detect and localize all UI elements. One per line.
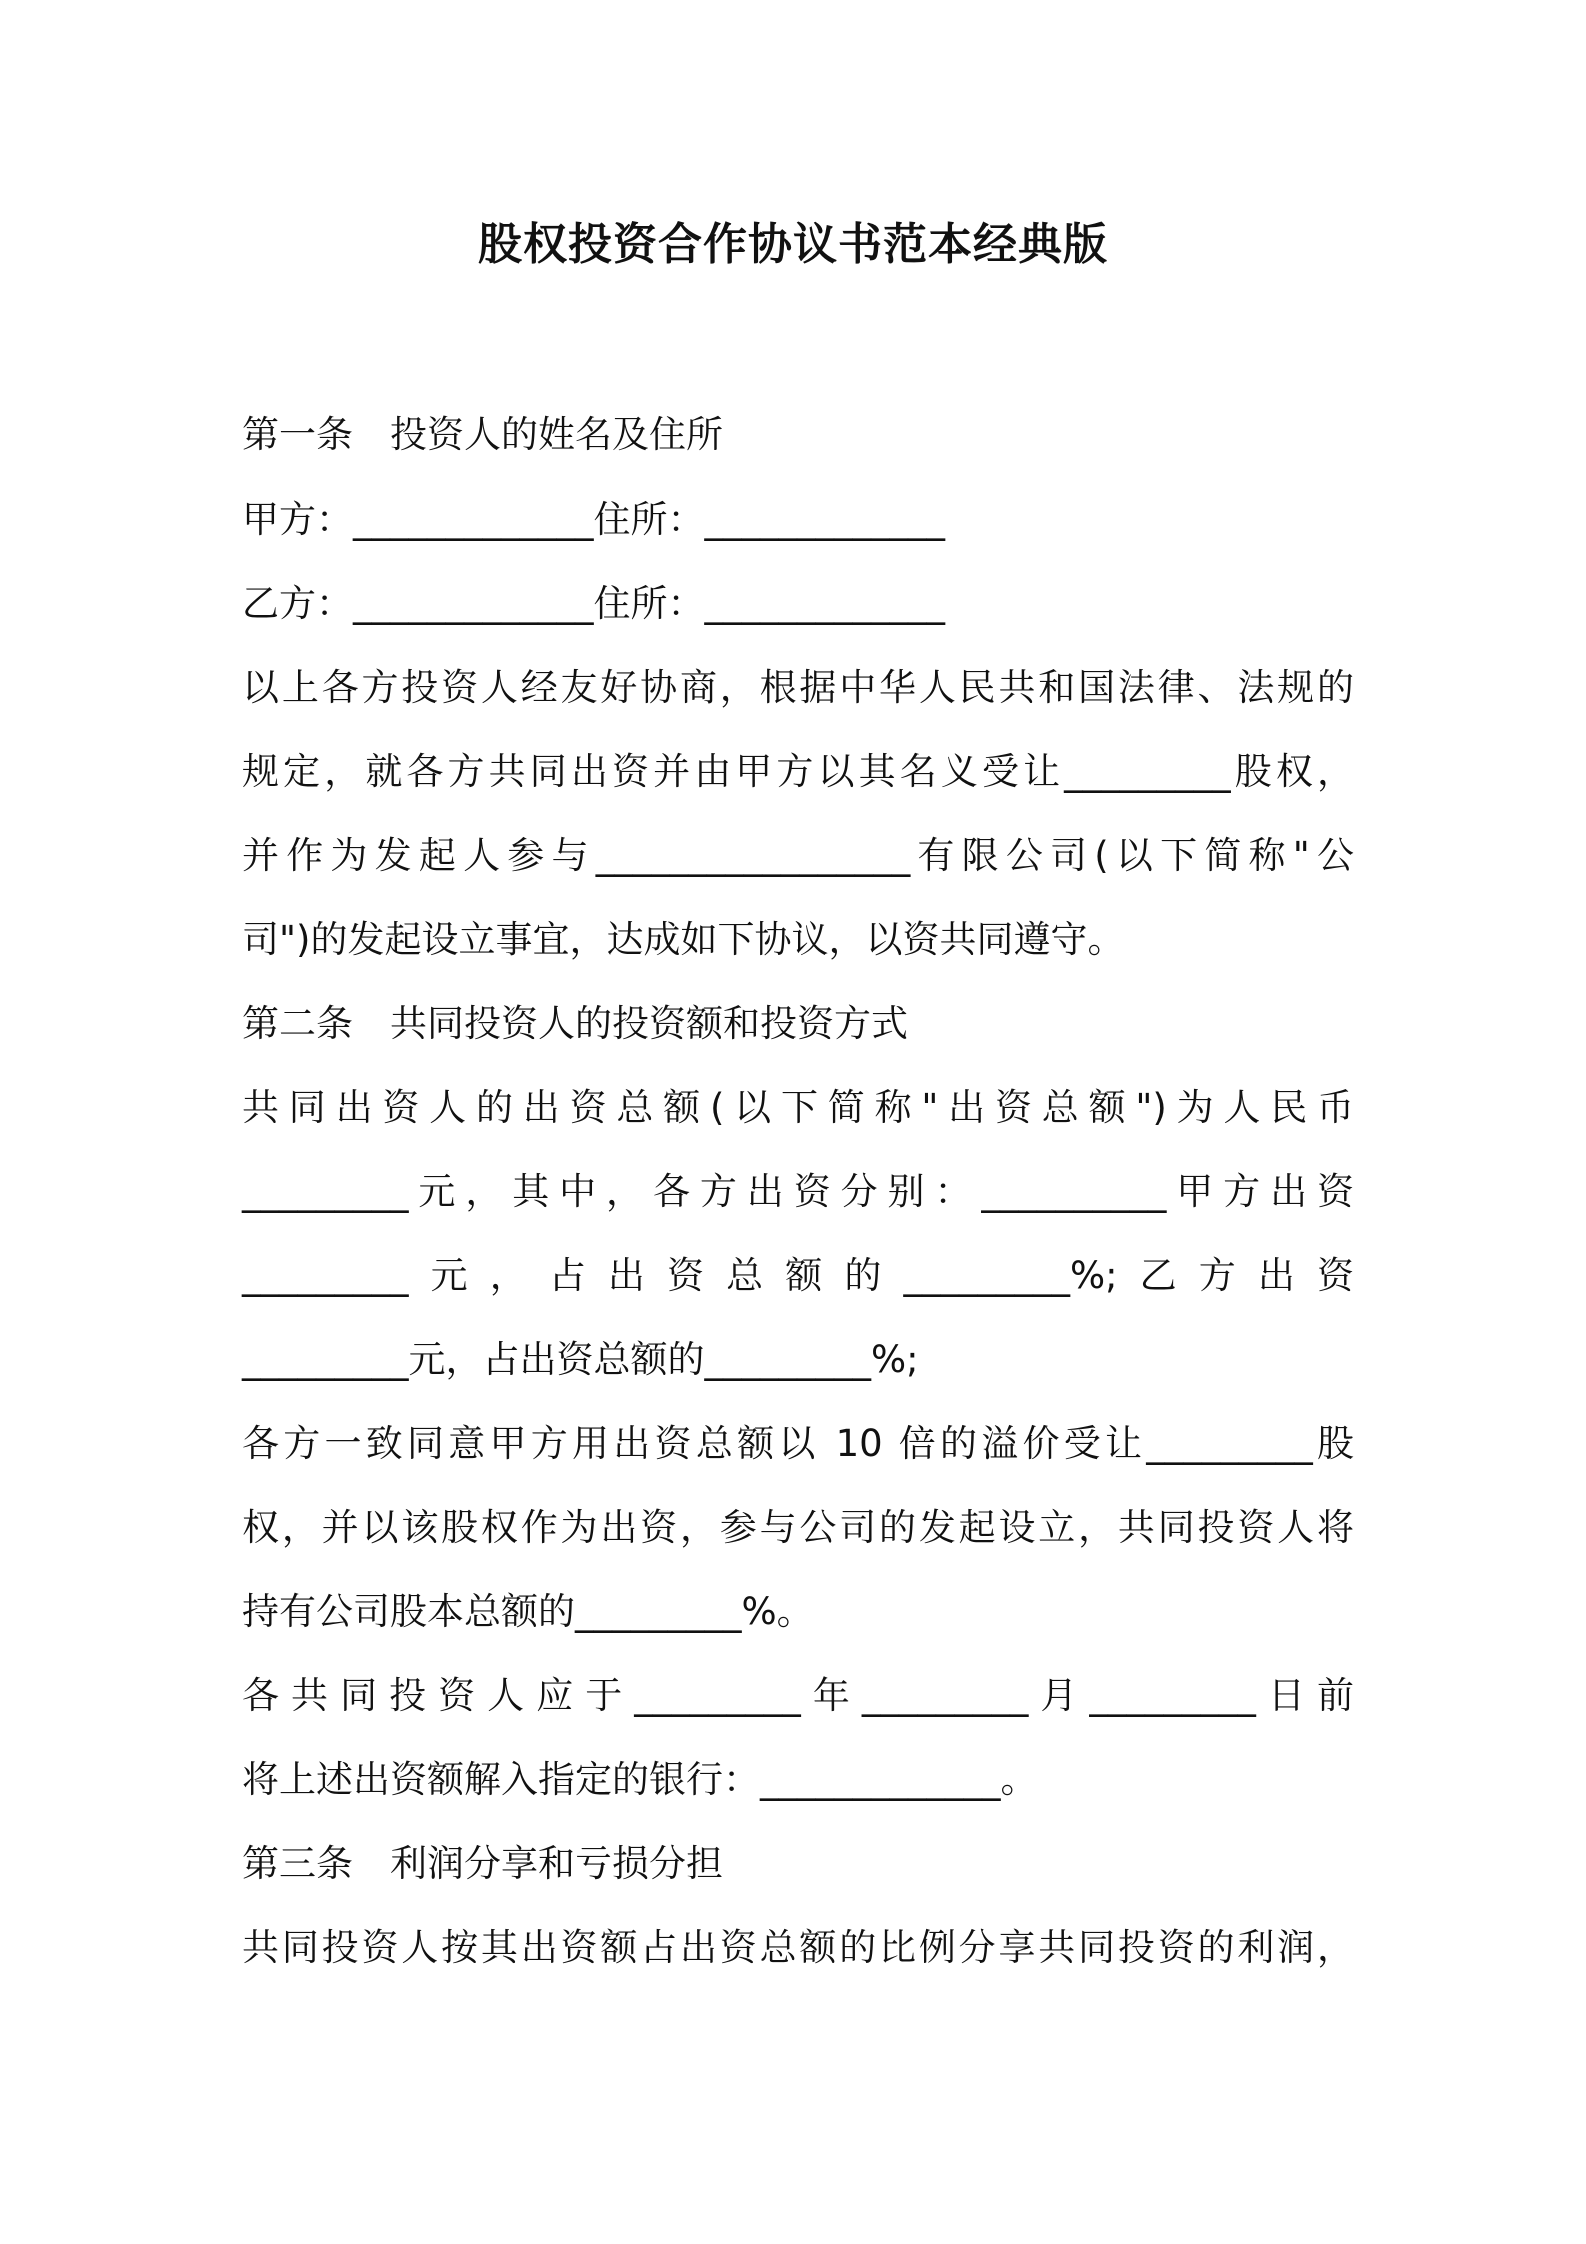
paragraph-line: _________元，占出资总额的_________%;乙方出资: [242, 1254, 1354, 1297]
paragraph-line: 以上各方投资人经友好协商，根据中华人民共和国法律、法规的: [242, 666, 1354, 709]
paragraph-line: 各共同投资人应于_________年_________月_________日前: [242, 1674, 1354, 1717]
paragraph-line: _________元，占出资总额的_________%;: [242, 1338, 919, 1381]
paragraph-line: 共同出资人的出资总额(以下简称"出资总额")为人民币: [242, 1086, 1354, 1129]
paragraph-line: 规定，就各方共同出资并由甲方以其名义受让_________股权，: [242, 750, 1354, 793]
paragraph-line: 并作为发起人参与_________________有限公司(以下简称"公: [242, 834, 1354, 877]
party-a-line: 甲方：_____________住所：_____________: [242, 498, 945, 541]
article-1-heading: 第一条 投资人的姓名及住所: [242, 413, 723, 456]
party-b-line: 乙方：_____________住所：_____________: [242, 582, 945, 625]
paragraph-line: 持有公司股本总额的_________%。: [242, 1590, 814, 1633]
paragraph-line: 司")的发起设立事宜，达成如下协议，以资共同遵守。: [242, 918, 1125, 961]
paragraph-line: 共同投资人按其出资额占出资总额的比例分享共同投资的利润，: [242, 1926, 1354, 1969]
article-2-heading: 第二条 共同投资人的投资额和投资方式: [242, 1002, 908, 1045]
paragraph-line: 将上述出资额解入指定的银行：_____________。: [242, 1758, 1038, 1801]
document-title: 股权投资合作协议书范本经典版: [478, 219, 1108, 270]
article-3-heading: 第三条 利润分享和亏损分担: [242, 1842, 723, 1885]
paragraph-line: _________元，其中，各方出资分别：__________甲方出资: [242, 1170, 1354, 1213]
paragraph-line: 各方一致同意甲方用出资总额以 10 倍的溢价受让_________股: [242, 1422, 1354, 1465]
paragraph-line: 权，并以该股权作为出资，参与公司的发起设立，共同投资人将: [242, 1506, 1354, 1549]
